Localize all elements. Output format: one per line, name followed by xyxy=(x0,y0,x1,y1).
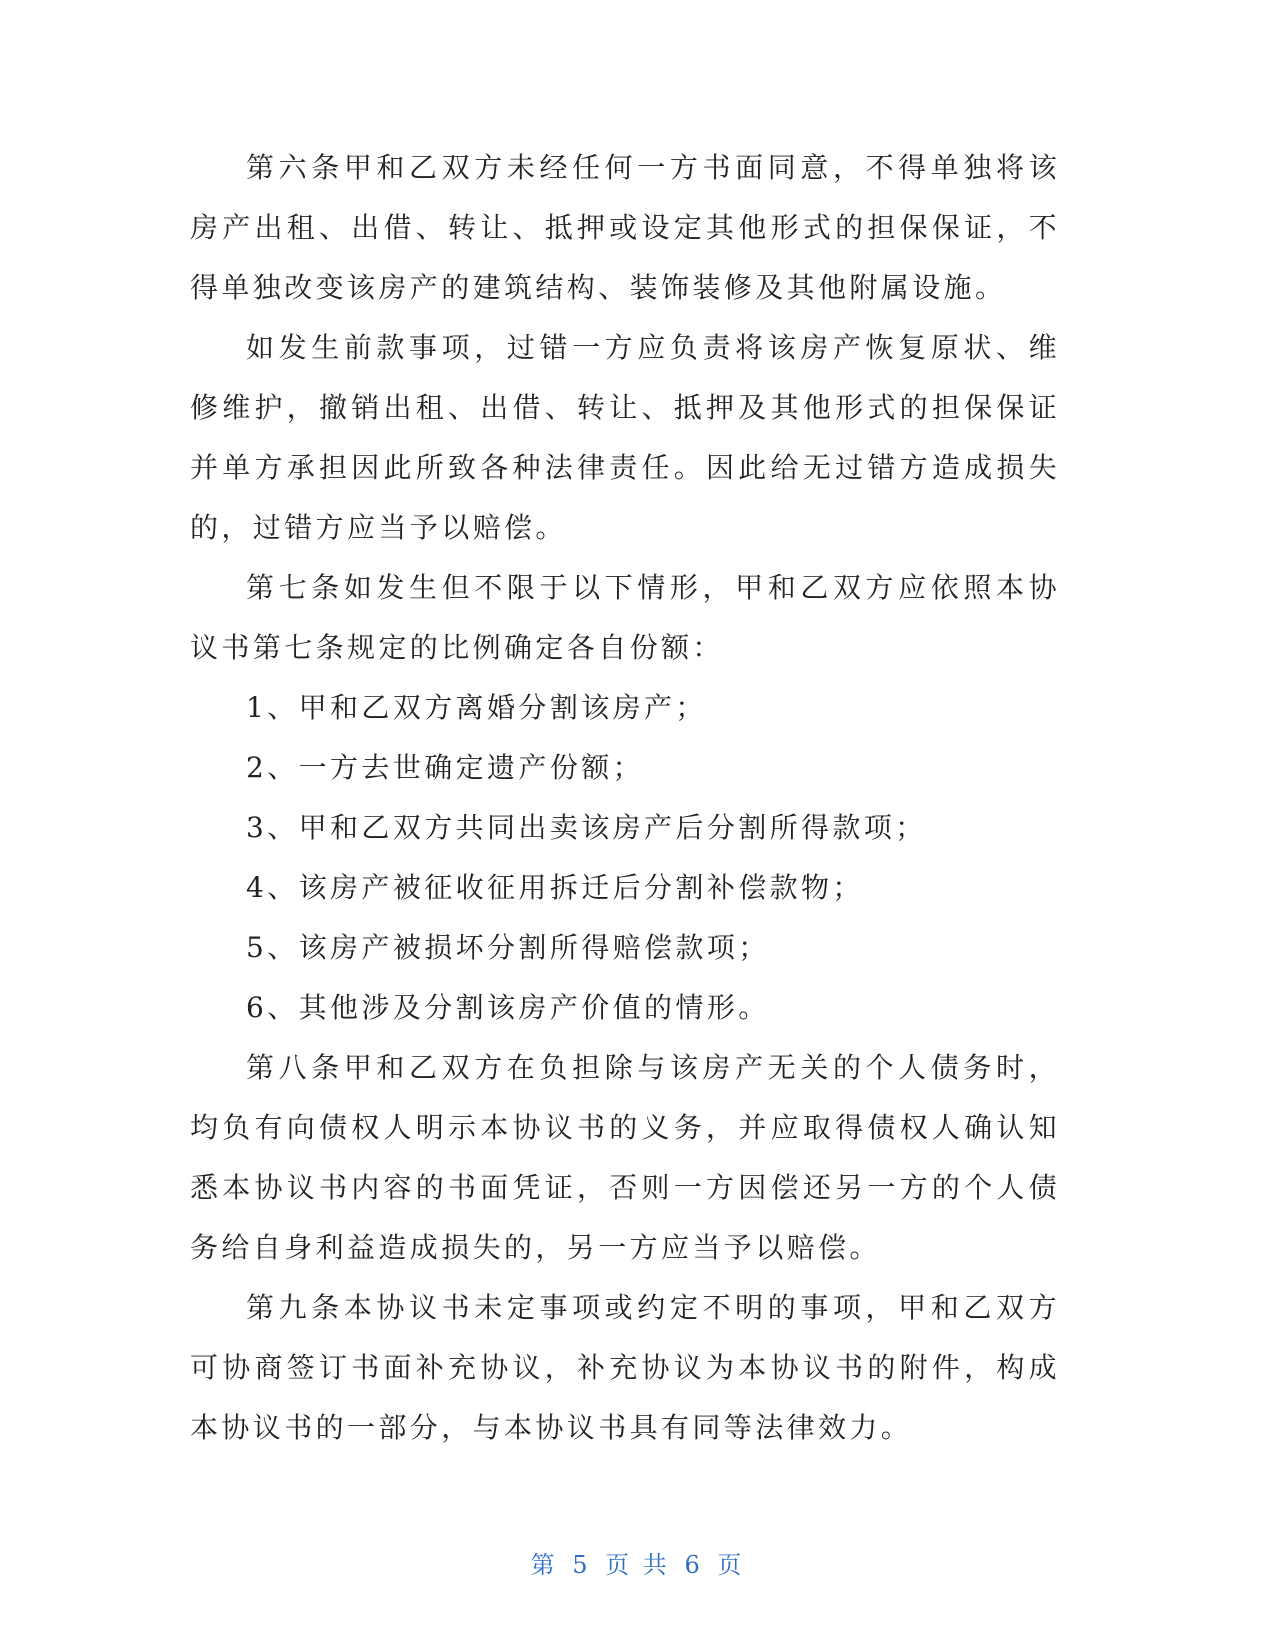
current-page-number: 5 xyxy=(572,1551,591,1579)
list-item: 2、一方去世确定遗产份额； xyxy=(246,751,645,784)
paragraph-article-8: 第八条甲和乙双方在负担除与该房产无关的个人债务时，均负有向债权人明示本协议书的义务，并应取得债权人确认知悉本协议书内容的书面凭证，否则一方因偿还另一方的个人债务给自身利益造成损失的，另一方应当予以赔偿。 xyxy=(190,1051,1060,1264)
footer-prefix: 第 xyxy=(530,1551,558,1579)
page-footer xyxy=(0,1545,1275,1580)
list-item: 1、甲和乙双方离婚分割该房产； xyxy=(246,691,707,724)
paragraph-article-6: 第六条甲和乙双方未经任何一方书面同意，不得单独将该房产出租、出借、转让、抵押或设定其他形式的担保保证，不得单独改变该房产的建筑结构、装饰装修及其他附属设施。 xyxy=(190,151,1060,304)
list-item: 5、该房产被损坏分割所得赔偿款项； xyxy=(246,931,770,964)
list-item: 6、其他涉及分割该房产价值的情形。 xyxy=(246,991,770,1024)
paragraph-article-9: 第九条本协议书未定事项或约定不明的事项，甲和乙双方可协商签订书面补充协议，补充协议为本协议书的附件，构成本协议书的一部分，与本协议书具有同等法律效力。 xyxy=(190,1291,1060,1444)
list-item: 3、甲和乙双方共同出卖该房产后分割所得款项； xyxy=(246,811,927,844)
paragraph-article-7: 第七条如发生但不限于以下情形，甲和乙双方应依照本协议书第七条规定的比例确定各自份额： xyxy=(190,571,1060,664)
paragraph-article-6-remedy: 如发生前款事项，过错一方应负责将该房产恢复原状、维修维护，撤销出租、出借、转让、抵押及其他形式的担保保证并单方承担因此所致各种法律责任。因此给无过错方造成损失的，过错方应当予以赔偿。 xyxy=(190,331,1060,544)
footer-suffix: 页 xyxy=(717,1551,745,1579)
footer-middle: 页 共 xyxy=(605,1551,670,1579)
document-body xyxy=(190,138,1060,1458)
total-pages-number: 6 xyxy=(684,1551,703,1579)
list-item: 4、该房产被征收征用拆迁后分割补偿款物； xyxy=(246,871,864,904)
